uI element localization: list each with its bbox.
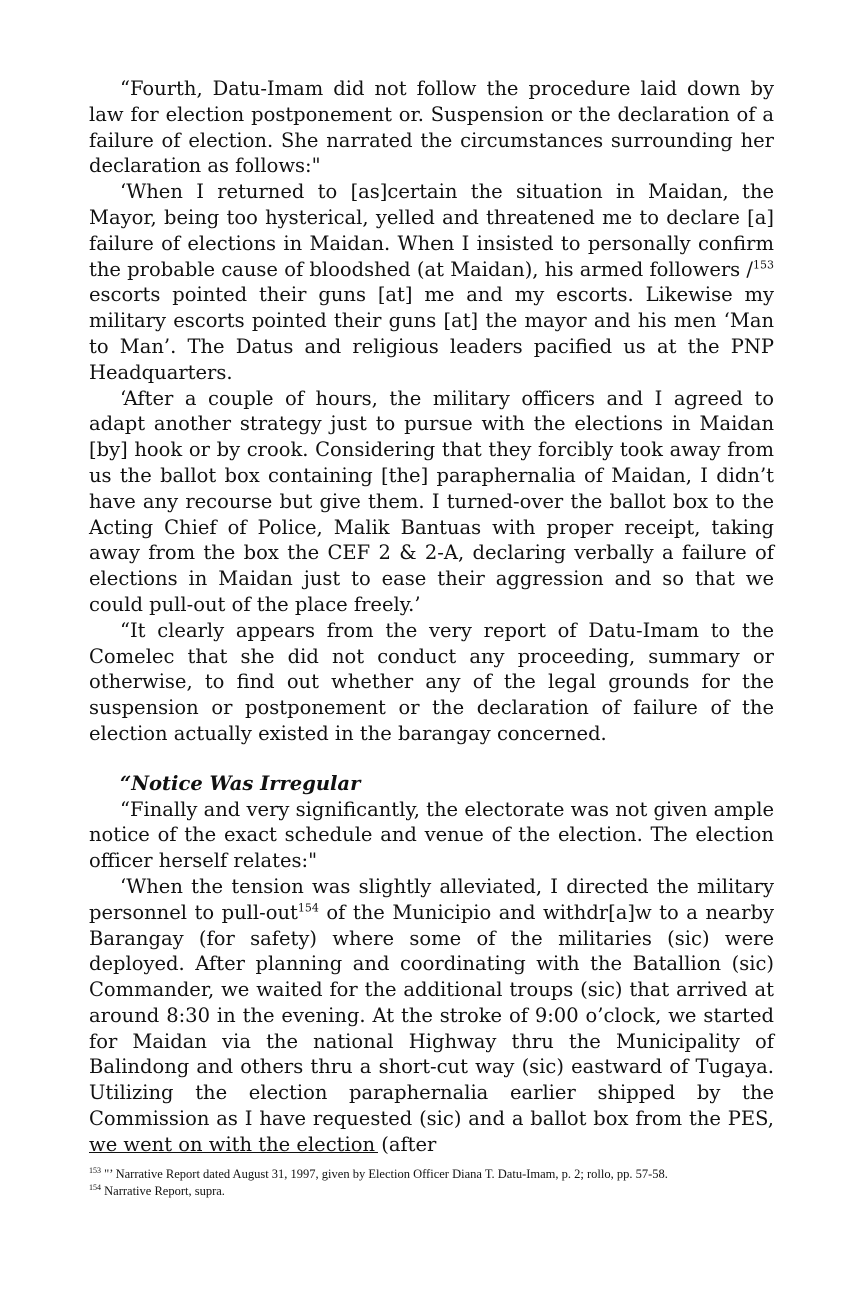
paragraph-strategy: ‘After a couple of hours, the military officers and I agreed to adapt another strategy just to pursue with the elections in Maidan [by] hook or by crook. Considering that they forcibly took away from us the ballot box containing [the] paraphernalia of Maidan, I didn’t have any recourse but give them. I turned-over the ballot box to the Acting Chief of Police, Malik Bantuas with proper receipt, taking away from the box the CEF 2 & 2-A, declaring verbally a failure of elections in Maidan just to ease their aggression and so that we could pull-out of the place freely.’	[89, 386, 774, 616]
paragraph-fourth-ground: “Fourth, Datu-Imam did not follow the procedure laid down by law for election postponement or. Suspension or the declaration of a failure of election. She narrated the circumstances surrounding her declaration as follows:"	[89, 77, 774, 178]
footnote-divider	[89, 1152, 378, 1153]
paragraph-tension	[89, 874, 774, 1158]
footnote-text: Narrative Report, supra.	[101, 1184, 225, 1198]
footnote-ref-154[interactable]: 154	[297, 901, 319, 915]
paragraph-text: ‘When the tension was slightly alleviated, I directed the military personnel to pull-out	[89, 874, 774, 924]
paragraph-text: ‘When I returned to [as]certain the situation in Maidan, the Mayor, being too hysterical, yelled and threatened me to declare [a] failure of elections in Maidan. When I insisted to personally confirm the probable cause of bloodshed (at Maidan), his armed followers /	[89, 180, 774, 281]
paragraph-no-proceeding: “It clearly appears from the very report of Datu-Imam to the Comelec that she did not conduct any proceeding, summary or otherwise, to find out whether any of the legal grounds for the suspension or postponement or the declaration of failure of the election actually existed in the barangay concerned.	[89, 618, 774, 745]
paragraph-notice: “Finally and very significantly, the electorate was not given ample notice of the exact schedule and venue of the election. The election officer herself relates:"	[89, 797, 774, 873]
footnote-number: 154	[89, 1182, 101, 1192]
footnotes	[89, 1166, 774, 1200]
paragraph-mayor-threat	[89, 179, 774, 385]
paragraph-text: escorts pointed their guns [at] me and my escorts. Likewise my military escorts pointed their guns [at] the mayor and his men ‘Man to Man’. The Datus and religious leaders pacified us at the PNP Headquarters.	[89, 283, 774, 384]
section-heading: “Notice Was Irregular	[120, 771, 361, 795]
document-body	[89, 76, 774, 1158]
footnote-number: 153	[89, 1165, 101, 1175]
footnote-text: "’ Narrative Report dated August 31, 1997, given by Election Officer Diana T. Datu-Imam, p. 2; rollo, pp. 57-58.	[101, 1167, 668, 1181]
paragraph-text: of the Municipio and withdr[a]w to a nearby Barangay (for safety) where some of the militaries (sic) were deployed. After planning and coordinating with the Batallion (sic) Commander, we waited for the additional troups (sic) that arrived at around 8:30 in the evening. At the stroke of 9:00 o’clock, we started for Maidan via the national Highway thru the Municipality of Balindong and others thru a short-cut way (sic) eastward of Tugaya. Utilizing the election paraphernalia earlier shipped by the Commission as I have requested (sic) and a ballot box from the PES, we went on with the election (after	[89, 900, 774, 1156]
footnote-154	[89, 1183, 774, 1200]
footnote-153	[89, 1166, 774, 1183]
footnote-ref-153[interactable]: 153	[753, 258, 774, 272]
